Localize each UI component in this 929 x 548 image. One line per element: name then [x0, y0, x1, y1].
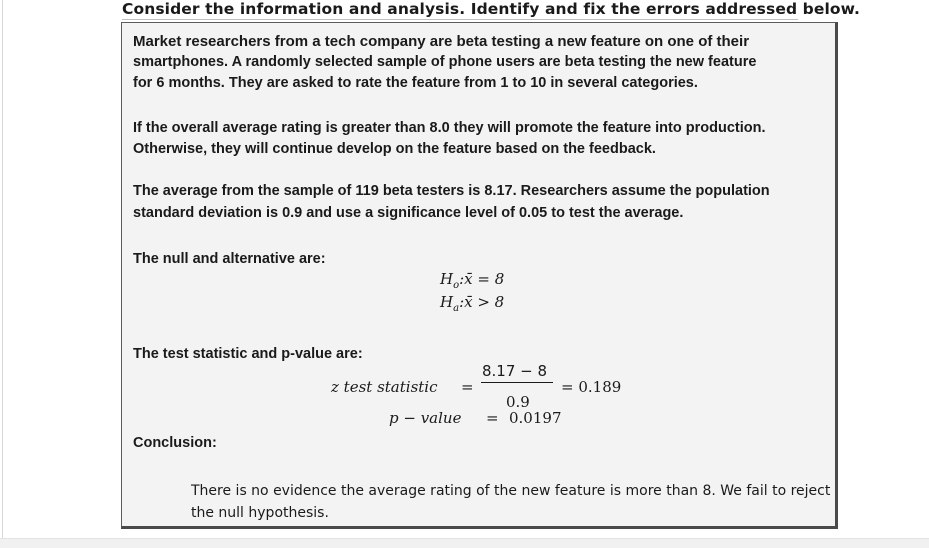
fraction-denominator: 0.9 [506, 393, 530, 411]
problem-line-2: smartphones. A randomly selected sample of phone users are beta testing the new feature [133, 54, 757, 70]
alternative-hypothesis [440, 293, 504, 314]
instruction-heading: Consider the information and analysis. Identify and fix the errors addressed below. [122, 0, 861, 18]
p-value-result: 0.0197 [509, 409, 562, 427]
fraction-numerator: 8.17 − 8 [482, 362, 548, 380]
problem-line-1: Market researchers from a tech company are beta testing a new feature on one of their [133, 33, 750, 50]
problem-line-3: for 6 months. They are asked to rate the feature from 1 to 10 in several categories. [133, 75, 698, 91]
test-heading: The test statistic and p-value are: [133, 346, 363, 362]
hypotheses-heading: The null and alternative are: [133, 251, 326, 267]
conclusion-text: There is no evidence the average rating of the new feature is more than 8. We fail to reject the null hypothesis. [191, 483, 831, 521]
problem-line-5: Otherwise, they will continue develop on the feature based on the feedback. [133, 141, 656, 157]
null-h-subscript: o [453, 280, 460, 291]
problem-line-7: standard deviation is 0.9 and use a significance level of 0.05 to test the average. [133, 205, 684, 221]
bottom-scroll-strip [0, 538, 929, 548]
left-divider [2, 0, 3, 538]
null-h-expression: :x̄ = 8 [459, 270, 505, 288]
null-h-symbol: H [440, 270, 454, 288]
problem-line-4: If the overall average rating is greater than 8.0 they will promote the feature into production. [133, 120, 766, 136]
alt-h-subscript: a [453, 303, 460, 314]
z-statistic-label: z test statistic [331, 378, 438, 396]
p-equals-sign: = [486, 409, 499, 427]
z-statistic-result: = 0.189 [561, 378, 622, 396]
alt-h-expression: :x̄ > 8 [459, 293, 505, 311]
fraction-bar [481, 382, 553, 383]
instruction-underline [122, 19, 798, 20]
conclusion-heading: Conclusion: [133, 435, 217, 451]
alt-h-symbol: H [440, 293, 454, 311]
z-equals-sign: = [461, 378, 474, 396]
p-value-label: p − value [389, 409, 462, 427]
null-hypothesis [440, 270, 504, 291]
problem-line-6: The average from the sample of 119 beta testers is 8.17. Researchers assume the population [133, 183, 770, 199]
